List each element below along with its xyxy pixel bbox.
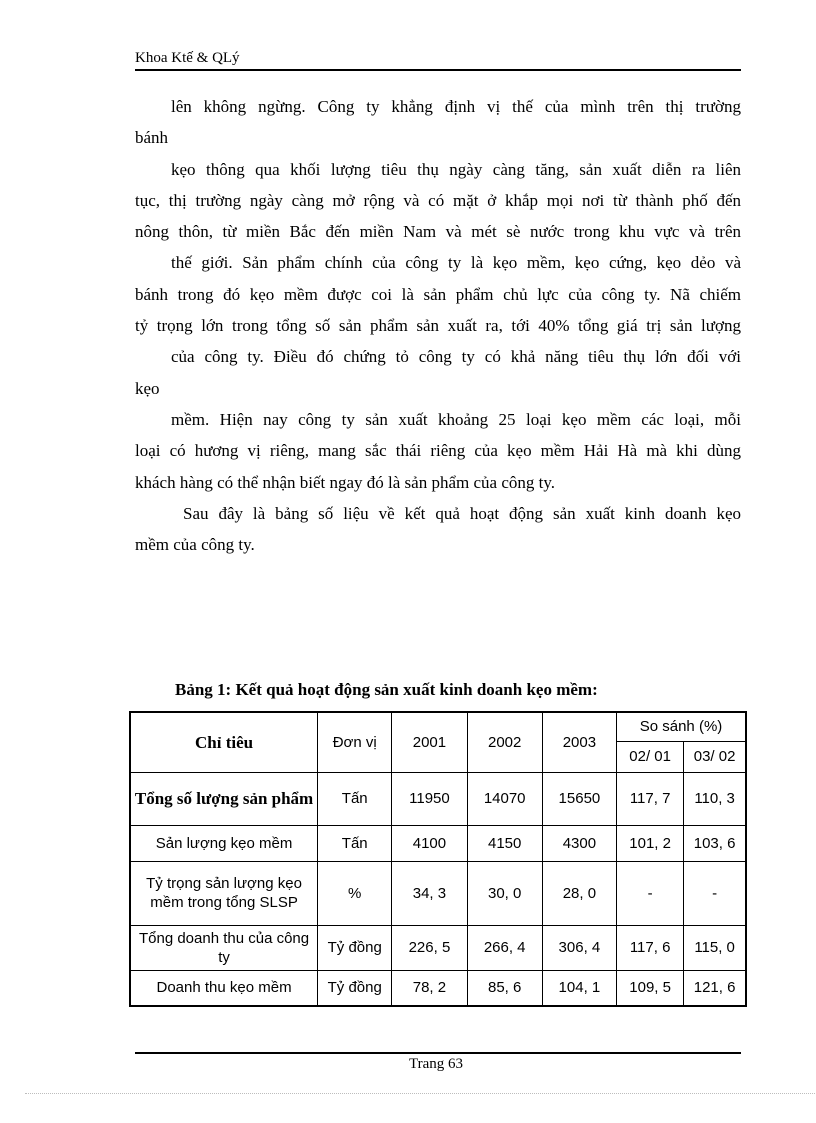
paragraph-line: lên không ngừng. Công ty khẳng định vị thế của mình trên thị trường	[171, 97, 741, 116]
row-compare-03-02: -	[684, 861, 746, 925]
paragraph-line: thế giới. Sản phẩm chính của công ty là kẹo mềm, kẹo cứng, kẹo dẻo và	[171, 253, 741, 273]
row-2003: 306, 4	[542, 925, 616, 970]
row-compare-02-01: 101, 2	[617, 825, 684, 861]
footer-rule	[135, 1052, 741, 1054]
paragraph-line: bánh	[135, 128, 169, 148]
paragraph-line: kẹo thông qua khối lượng tiêu thụ ngày càng tăng, sản xuất diễn ra liên	[171, 159, 741, 179]
row-unit: Tỷ đồng	[318, 925, 392, 970]
paragraph-line: của công ty. Điều đó chứng tỏ công ty có khả năng tiêu thụ lớn đối với	[171, 347, 741, 367]
header-indicator: Chỉ tiêu	[130, 712, 318, 772]
results-table	[129, 711, 747, 1007]
row-compare-02-01: 117, 7	[617, 772, 684, 825]
row-label: Sản lượng kẹo mềm	[130, 825, 318, 861]
header-compare-02-01: 02/ 01	[617, 741, 684, 772]
row-label: Doanh thu kẹo mềm	[130, 970, 318, 1006]
table-row	[130, 825, 746, 861]
paragraph-line: mềm. Hiện nay công ty sản xuất khoảng 25 loại kẹo mềm các loại, mỗi	[171, 409, 741, 429]
row-label: Tổng doanh thu của công ty	[130, 925, 318, 970]
row-2002: 266, 4	[467, 925, 542, 970]
row-2003: 15650	[542, 772, 616, 825]
row-compare-02-01: 117, 6	[617, 925, 684, 970]
row-compare-03-02: 103, 6	[684, 825, 746, 861]
page-number: Trang 63	[408, 1056, 464, 1072]
paragraph-line: Sau đây là bảng số liệu về kết quả hoạt động sản xuất kinh doanh kẹo	[183, 503, 741, 523]
row-2001: 11950	[392, 772, 467, 825]
header-compare: So sánh (%)	[617, 712, 746, 741]
header-2003: 2003	[542, 712, 616, 772]
table-row	[130, 970, 746, 1006]
row-2001: 4100	[392, 825, 467, 861]
table-row	[130, 772, 746, 825]
header-2002: 2002	[467, 712, 542, 772]
row-compare-02-01: 109, 5	[617, 970, 684, 1006]
row-2003: 4300	[542, 825, 616, 861]
row-2001: 226, 5	[392, 925, 467, 970]
row-2002: 4150	[467, 825, 542, 861]
row-compare-03-02: 115, 0	[684, 925, 746, 970]
row-label: Tổng số lượng sản phẩm	[130, 772, 318, 825]
header-unit: Đơn vị	[318, 712, 392, 772]
paragraph-line: mềm của công ty.	[135, 535, 255, 555]
table-title: Bảng 1: Kết quả hoạt động sản xuất kinh doanh kẹo mềm:	[175, 680, 598, 699]
row-unit: Tỷ đồng	[318, 970, 392, 1006]
row-compare-02-01: -	[617, 861, 684, 925]
row-2001: 78, 2	[392, 970, 467, 1006]
row-2003: 104, 1	[542, 970, 616, 1006]
row-label: Tỷ trọng sản lượng kẹo mềm trong tổng SLSP	[130, 861, 318, 925]
header-rule	[135, 69, 741, 71]
row-2003: 28, 0	[542, 861, 616, 925]
row-unit: Tấn	[318, 825, 392, 861]
header-compare-03-02: 03/ 02	[684, 741, 746, 772]
row-compare-03-02: 121, 6	[684, 970, 746, 1006]
paragraph-line: bánh trong đó kẹo mềm được coi là sản phẩm chủ lực của công ty. Nã chiếm	[135, 284, 741, 304]
paragraph-line: nông thôn, từ miền Bắc đến miền Nam và mét sè nước trong khu vực và trên	[135, 222, 741, 242]
header-2001: 2001	[392, 712, 467, 772]
paragraph-line: loại có hương vị riêng, mang sắc thái riêng của kẹo mềm Hải Hà mà khi dùng	[135, 441, 741, 461]
table-row	[130, 925, 746, 970]
page-header: Khoa Ktế & QLý	[135, 50, 240, 66]
row-2001: 34, 3	[392, 861, 467, 925]
row-unit: %	[318, 861, 392, 925]
table-row	[130, 861, 746, 925]
paragraph-line: khách hàng có thể nhận biết ngay đó là sản phẩm của công ty.	[135, 472, 555, 492]
row-2002: 85, 6	[467, 970, 542, 1006]
body-text	[135, 91, 741, 560]
paragraph-line: tục, thị trường ngày càng mở rộng và có mặt ở khắp mọi nơi từ thành phố đến	[135, 190, 741, 210]
row-2002: 14070	[467, 772, 542, 825]
page-edge-line	[25, 1093, 815, 1094]
paragraph-line: tỷ trọng lớn trong tổng số sản phẩm sản xuất ra, tới 40% tổng giá trị sản lượng	[135, 316, 741, 336]
row-2002: 30, 0	[467, 861, 542, 925]
row-compare-03-02: 110, 3	[684, 772, 746, 825]
row-unit: Tấn	[318, 772, 392, 825]
paragraph-line: kẹo	[135, 378, 160, 398]
